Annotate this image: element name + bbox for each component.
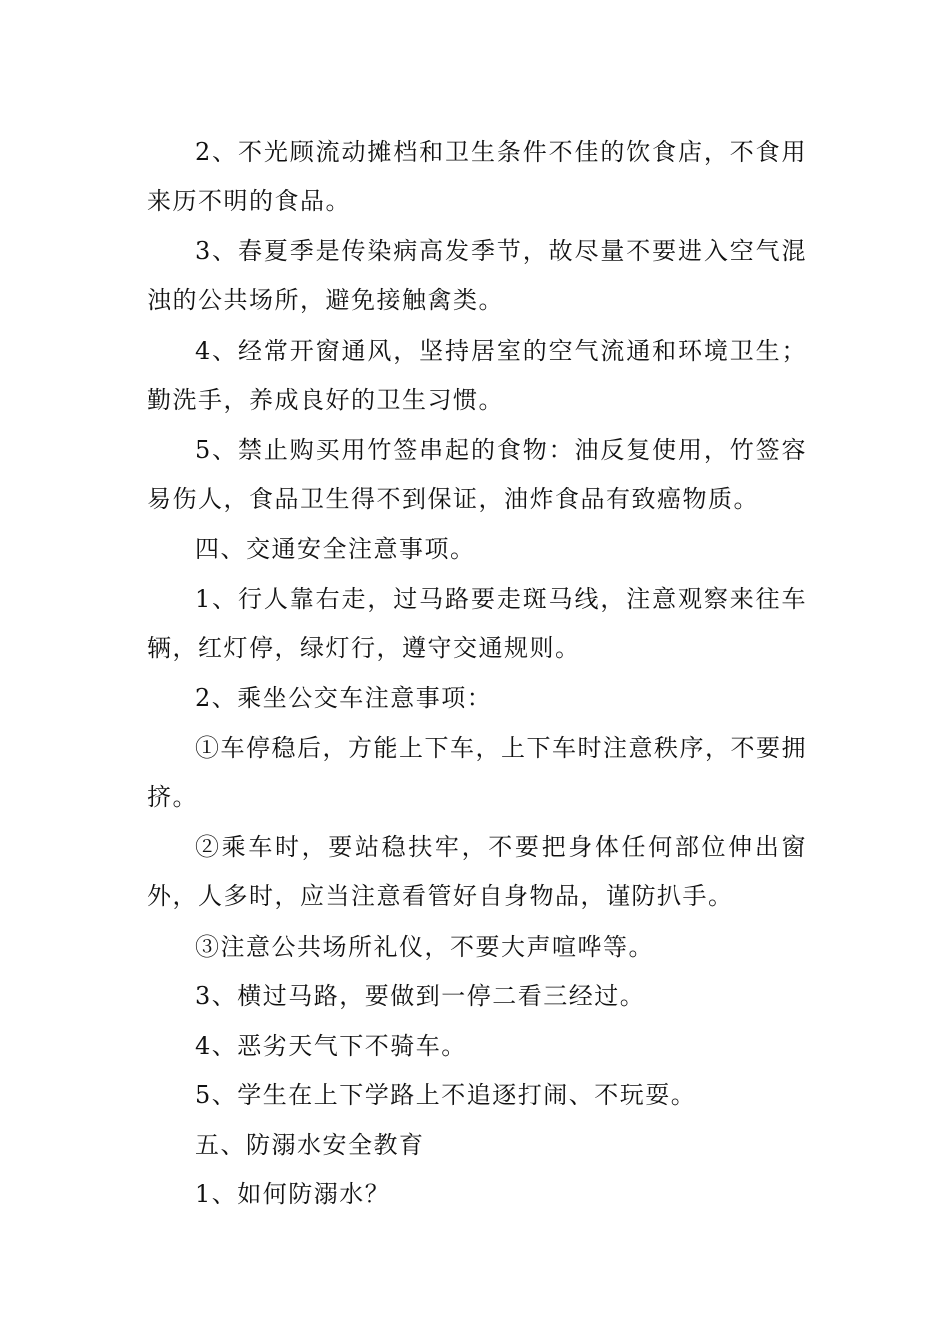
paragraph-food-stall: 2、不光顾流动摊档和卫生条件不佳的饮食店，不食用来历不明的食品。: [147, 138, 807, 215]
paragraph-public-places: 3、春夏季是传染病高发季节，故尽量不要进入空气混浊的公共场所，避免接触禽类。: [147, 237, 807, 314]
paragraph-weather: 4、恶劣天气下不骑车。: [195, 1032, 467, 1060]
paragraph-bus-boarding: ①车停稳后，方能上下车，上下车时注意秩序，不要拥挤。: [147, 734, 807, 811]
section-heading-drowning: 五、防溺水安全教育: [195, 1131, 425, 1159]
paragraph-skewer-food: 5、禁止购买用竹签串起的食物：油反复使用，竹签容易伤人，食品卫生得不到保证，油炸食品有致癌物质。: [147, 436, 807, 513]
paragraph-prevent-drowning: 1、如何防溺水？: [195, 1180, 391, 1208]
paragraph-crossing: 3、横过马路，要做到一停二看三经过。: [195, 982, 646, 1010]
paragraph-ventilation: 4、经常开窗通风，坚持居室的空气流通和环境卫生；勤洗手，养成良好的卫生习惯。: [147, 337, 807, 414]
paragraph-etiquette: ③注意公共场所礼仪，不要大声喧哗等。: [195, 933, 654, 961]
paragraph-pedestrian: 1、行人靠右走，过马路要走斑马线，注意观察来往车辆，红灯停，绿灯行，遵守交通规则。: [147, 585, 807, 662]
section-heading-traffic: 四、交通安全注意事项。: [195, 535, 476, 563]
paragraph-bus-riding: ②乘车时，要站稳扶牢，不要把身体任何部位伸出窗外，人多时，应当注意看管好自身物品，谨防扒手。: [147, 833, 807, 910]
paragraph-commute: 5、学生在上下学路上不追逐打闹、不玩耍。: [195, 1081, 697, 1109]
paragraph-bus-heading: 2、乘坐公交车注意事项：: [195, 684, 493, 712]
